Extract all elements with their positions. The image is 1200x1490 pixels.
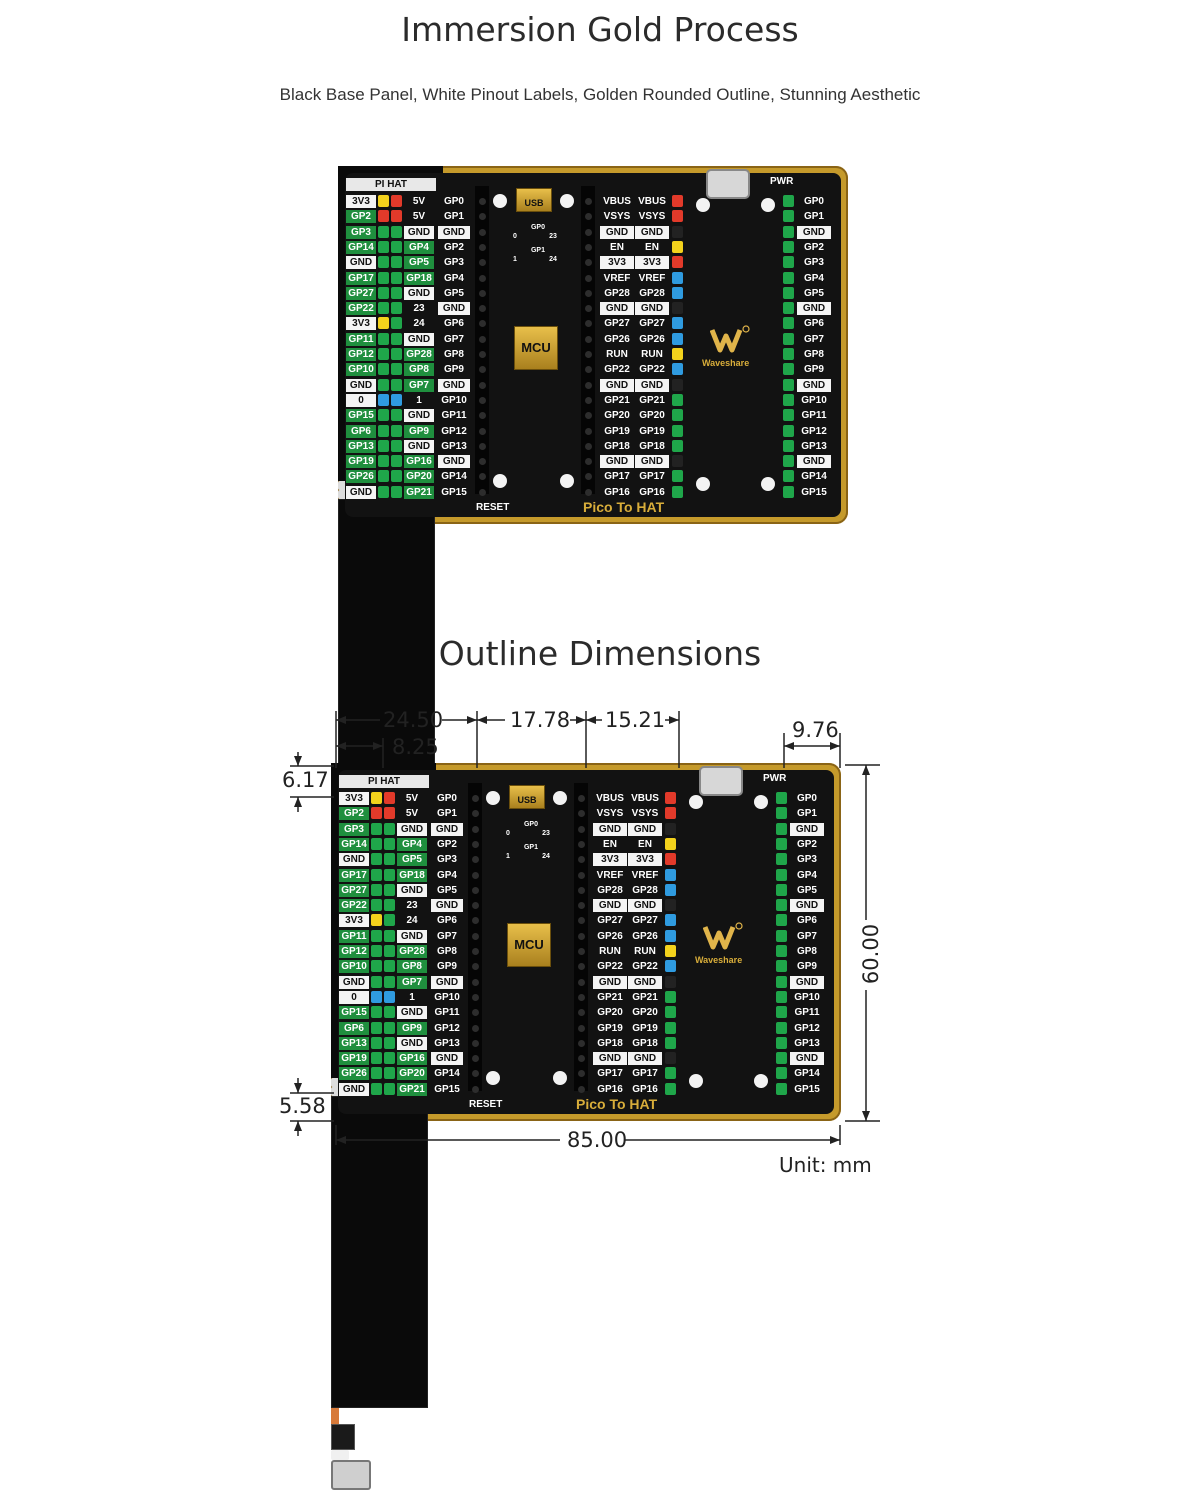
pico-pin-label: GP22	[597, 961, 623, 973]
gp-label-right: GP10	[801, 394, 827, 406]
pico-pin-label: GP20	[632, 1007, 658, 1019]
pi-pin-label-left: GP19	[346, 455, 376, 468]
pi-pin-label-left: GP10	[339, 960, 369, 973]
gp0-jumper-label: GP0	[530, 224, 545, 231]
reset-button	[331, 1460, 371, 1490]
pico-pin-label: EN	[610, 241, 624, 253]
pico-pin-label: GP19	[604, 425, 630, 437]
gp-label-right: GP6	[803, 318, 824, 330]
pico-pin-label: VSYS	[631, 808, 659, 820]
pi-pin-label-right: GND	[404, 287, 434, 300]
gp-label: GP12	[434, 1022, 460, 1034]
pi-pin-label-left: GP15	[339, 1006, 369, 1019]
dim-15-21: 15.21	[605, 708, 666, 732]
pico-pin-label: GP16	[597, 1083, 623, 1095]
pi-pin-label-right: 5V	[412, 196, 426, 207]
pi-pin-label-right: GP4	[397, 838, 427, 851]
pi-pin-label-left: GP13	[346, 440, 376, 453]
gp-label-right: GP3	[796, 854, 817, 866]
gp1-jumper-label: GP1	[523, 844, 538, 851]
gp0-right-num: 23	[542, 830, 550, 837]
pwr-label: PWR	[763, 773, 787, 784]
brand-name: Waveshare	[702, 358, 750, 368]
pico-pin-label: VSYS	[596, 808, 624, 820]
pico-pin-label: VREF	[596, 869, 624, 881]
pi-pin-label-right: GP28	[404, 348, 434, 361]
gp-label: GP9	[436, 961, 457, 973]
pi-pin-label-right: GP20	[404, 470, 434, 483]
board-name: Pico To HAT	[576, 1096, 658, 1112]
pi-hat-header: PI HAT	[346, 178, 436, 191]
gp-label: GP6	[436, 915, 457, 927]
pi-pin-label-left: GP11	[339, 930, 369, 943]
gp-label-right: GP1	[796, 808, 817, 820]
pi-pin-label-right: 1	[409, 991, 415, 1003]
pico-pin-label: GP21	[639, 394, 665, 406]
pico-pin-label: VBUS	[603, 196, 631, 207]
pi-pin-label-right: GP5	[404, 256, 434, 269]
pico-pin-label: GND	[628, 899, 662, 912]
pico-pin-label: GP20	[639, 410, 665, 422]
gp-label: GP4	[436, 869, 457, 881]
pwr-label: PWR	[770, 176, 794, 187]
pi-pin-label-left: GP26	[339, 1067, 369, 1080]
gp-label-right: GP1	[803, 211, 824, 223]
unit-label: Unit: mm	[779, 1153, 872, 1177]
pi-pin-label-right: 23	[406, 900, 418, 912]
pico-pin-label: VREF	[603, 272, 631, 284]
pi-pin-label-left: 3V3	[339, 792, 369, 805]
pi-pin-label-right: GP8	[404, 363, 434, 376]
pico-pin-label: GP18	[632, 1037, 658, 1049]
reset-label: RESET	[469, 1099, 503, 1110]
pico-pin-label: GND	[600, 302, 634, 315]
pico-pin-label: GND	[628, 1052, 662, 1065]
pi-pin-label-left: GP22	[346, 302, 376, 315]
pi-pin-label-right: GP16	[397, 1052, 427, 1065]
pico-pin-label: GP27	[604, 318, 630, 330]
pi-pin-label-left: GP12	[339, 945, 369, 958]
pi-pin-label-right: GP21	[397, 1083, 427, 1096]
gp-label-right: GP8	[803, 349, 824, 360]
pi-pin-label-right: GP9	[397, 1022, 427, 1035]
gp0-left-num: 0	[506, 830, 510, 837]
gp-label-right: GND	[797, 226, 831, 239]
pi-pin-label-left: GND	[339, 853, 369, 866]
pico-pin-label: GP19	[632, 1022, 658, 1034]
gp-label-right: GP3	[803, 257, 824, 269]
pico-pin-label: 3V3	[593, 853, 627, 866]
gp1-right-num: 24	[549, 256, 557, 263]
pi-pin-label-right: 5V	[412, 211, 426, 223]
gp-label-right: GND	[790, 976, 824, 989]
gp-label-right: GP0	[803, 196, 824, 207]
gp-label: GP8	[436, 946, 457, 957]
pico-pin-label: GND	[628, 976, 662, 989]
gp-label: GP14	[441, 471, 467, 483]
gp-label-right: GND	[797, 379, 831, 392]
pi-pin-label-left: 0	[339, 991, 369, 1004]
pi-pin-label-left: GP10	[346, 363, 376, 376]
pico-pin-label: GP20	[597, 1007, 623, 1019]
pi-pin-label-right: GND	[397, 1006, 427, 1019]
gp-label-right: GP12	[794, 1022, 820, 1034]
reset-label: RESET	[476, 502, 510, 513]
pico-pin-label: VBUS	[596, 793, 624, 804]
mcu-chip: MCU	[507, 923, 551, 967]
pico-pin-label: GP26	[597, 930, 623, 942]
pico-pin-label: VBUS	[638, 196, 666, 207]
pico-pin-label: GP22	[639, 364, 665, 376]
power-led	[331, 1408, 339, 1424]
gp-label: GP2	[436, 838, 457, 850]
pico-pin-label: GP27	[632, 915, 658, 927]
pico-pin-label: GND	[600, 379, 634, 392]
pi-pin-label-left: GP27	[339, 884, 369, 897]
pico-pin-label: VSYS	[603, 211, 631, 223]
pi-pin-label-right: GP16	[404, 455, 434, 468]
pico-pin-label: VREF	[631, 869, 659, 881]
gp0-right-num: 23	[549, 233, 557, 240]
pico-pin-label: GP27	[597, 915, 623, 927]
gp-label-right: GP13	[794, 1037, 820, 1049]
pi-pin-label-left: GP22	[339, 899, 369, 912]
pwr-switch	[331, 1450, 349, 1460]
gp-label-right: GP7	[803, 333, 824, 345]
dim-5-58: 5.58	[279, 1094, 326, 1118]
gp-label-right: GND	[790, 899, 824, 912]
gp-label: GP8	[443, 349, 464, 360]
pico-pin-label: GND	[628, 823, 662, 836]
gp-label: GP0	[443, 196, 464, 207]
gp-label-right: GND	[790, 823, 824, 836]
pico-pin-label: GND	[593, 899, 627, 912]
pico-pin-label: RUN	[599, 946, 621, 957]
pico-pin-label: GND	[635, 302, 669, 315]
gp-label: GP1	[443, 211, 464, 223]
gp-label-right: GP5	[796, 884, 817, 896]
pico-pin-label: GP26	[639, 333, 665, 345]
pi-pin-label-right: GND	[397, 1037, 427, 1050]
mcu-chip: MCU	[514, 326, 558, 370]
gp-label: GP15	[441, 486, 467, 498]
pico-pin-label: GP16	[632, 1083, 658, 1095]
gp-label: GP9	[443, 364, 464, 376]
pico-pin-label: RUN	[641, 349, 663, 360]
pi-pin-label-left: GP12	[346, 348, 376, 361]
gp-label-right: GP2	[803, 241, 824, 253]
pi-pin-label-left: GP2	[346, 210, 376, 223]
pico-pin-label: GP16	[639, 486, 665, 498]
pico-pin-label: GP28	[632, 884, 658, 896]
pi-pin-label-right: GP20	[397, 1067, 427, 1080]
pico-pin-label: EN	[603, 838, 617, 850]
pico-pin-label: EN	[645, 241, 659, 253]
gp-label: GP5	[436, 884, 457, 896]
pi-pin-label-left: GP15	[346, 409, 376, 422]
gp-label: GND	[438, 455, 470, 468]
gp-label: GP14	[434, 1068, 460, 1080]
pico-pin-label: GP19	[597, 1022, 623, 1034]
dim-8-25: 8.25	[392, 735, 439, 759]
gp1-left-num: 1	[506, 853, 510, 860]
dim-60-00: 60.00	[859, 923, 883, 985]
pico-pin-label: GP18	[597, 1037, 623, 1049]
gp-label-right: GP8	[796, 946, 817, 957]
dim-85-00: 85.00	[567, 1128, 628, 1152]
gp0-left-num: 0	[513, 233, 517, 240]
pico-pin-label: EN	[638, 838, 652, 850]
pico-pin-label: RUN	[634, 946, 656, 957]
gp-label: GP5	[443, 287, 464, 299]
gp-label: GND	[431, 899, 463, 912]
pico-pin-label: GP28	[639, 287, 665, 299]
gp-label: GP10	[434, 991, 460, 1003]
gp-label-right: GP13	[801, 440, 827, 452]
pico-pin-label: GP28	[597, 884, 623, 896]
gp-label: GP11	[441, 410, 467, 422]
pi-pin-label-left: GP6	[346, 425, 376, 438]
pico-pin-label: GND	[593, 1052, 627, 1065]
pico-pin-label: GP28	[604, 287, 630, 299]
pi-hat-header: PI HAT	[339, 775, 429, 788]
usb-connector: USB	[516, 188, 552, 212]
gp1-jumper-label: GP1	[530, 247, 545, 254]
gp-label-right: GP2	[796, 838, 817, 850]
gp-label: GP2	[443, 241, 464, 253]
gp-label-right: GND	[797, 455, 831, 468]
pico-pin-label: VSYS	[638, 211, 666, 223]
pi-pin-label-right: 5V	[405, 808, 419, 820]
pi-pin-label-right: 23	[413, 303, 425, 315]
gp-label: GP13	[441, 440, 467, 452]
gp-label: GND	[431, 976, 463, 989]
pi-pin-label-right: GND	[397, 823, 427, 836]
pico-pin-label: VREF	[638, 272, 666, 284]
gp-label: GND	[438, 226, 470, 239]
pico-pin-label: GP18	[604, 440, 630, 452]
pico-pin-label: GP22	[632, 961, 658, 973]
pico-pin-label: GND	[593, 823, 627, 836]
pico-pin-label: GP26	[604, 333, 630, 345]
pico-pin-label: GP19	[639, 425, 665, 437]
pi-pin-label-right: GND	[404, 226, 434, 239]
gp-label-right: GND	[790, 1052, 824, 1065]
pi-pin-label-left: GP14	[339, 838, 369, 851]
gp-label-right: GP7	[796, 930, 817, 942]
pi-pin-label-left: GP6	[339, 1022, 369, 1035]
gp-label: GP13	[434, 1037, 460, 1049]
gp-label: GP3	[436, 854, 457, 866]
gp-label-right: GP15	[794, 1083, 820, 1095]
pico-pin-label: GND	[600, 455, 634, 468]
pico-pin-label: GP27	[639, 318, 665, 330]
pi-pin-label-right: GP5	[397, 853, 427, 866]
gp-label-right: GP14	[794, 1068, 820, 1080]
pico-pin-label: GP16	[604, 486, 630, 498]
pico-pin-label: VBUS	[631, 793, 659, 804]
pi-pin-label-left: 3V3	[339, 914, 369, 927]
pi-pin-label-left: GP17	[346, 272, 376, 285]
gp-label: GND	[431, 1052, 463, 1065]
section2-title: Outline Dimensions	[438, 634, 762, 673]
pi-pin-label-left: GP3	[346, 226, 376, 239]
pico-pin-label: GND	[635, 379, 669, 392]
pico-pin-label: GP21	[597, 991, 623, 1003]
pico-pin-label: GND	[635, 226, 669, 239]
gp-label-right: GP14	[801, 471, 827, 483]
gp-label: GP7	[443, 333, 464, 345]
pi-pin-label-right: GND	[397, 884, 427, 897]
pi-pin-label-left: 3V3	[346, 317, 376, 330]
dim-9-76: 9.76	[792, 718, 839, 742]
pico-pin-label: GP26	[632, 930, 658, 942]
pi-pin-label-left: GP3	[339, 823, 369, 836]
gp0-jumper-label: GP0	[523, 821, 538, 828]
pico-pin-label: 3V3	[635, 256, 669, 269]
pi-pin-label-right: GP9	[404, 425, 434, 438]
pi-pin-label-left: GP26	[346, 470, 376, 483]
pi-pin-label-right: GND	[404, 409, 434, 422]
gp1-right-num: 24	[542, 853, 550, 860]
pico-pin-label: GND	[600, 226, 634, 239]
pi-pin-label-left: GP2	[339, 807, 369, 820]
gp-label: GND	[431, 823, 463, 836]
dim-6-17: 6.17	[282, 768, 329, 792]
gp-label-right: GP0	[796, 793, 817, 804]
gp-label-right: GP4	[803, 272, 824, 284]
gp-label-right: GP4	[796, 869, 817, 881]
pico-pin-label: GP22	[604, 364, 630, 376]
pi-pin-label-right: GP4	[404, 241, 434, 254]
gp-label: GP12	[441, 425, 467, 437]
pi-pin-label-left: GND	[346, 256, 376, 269]
gp-label: GP3	[443, 257, 464, 269]
gp-label-right: GP6	[796, 915, 817, 927]
gp-label-right: GP10	[794, 991, 820, 1003]
pico-pin-label: GP17	[604, 471, 630, 483]
gp-label-right: GP15	[801, 486, 827, 498]
pi-pin-label-left: GP27	[346, 287, 376, 300]
gp-label-right: GP9	[796, 961, 817, 973]
pi-pin-label-left: GP14	[346, 241, 376, 254]
pico-pin-label: GND	[635, 455, 669, 468]
gp-label: GP7	[436, 930, 457, 942]
pi-pin-label-left: 3V3	[346, 195, 376, 208]
gp1-left-num: 1	[513, 256, 517, 263]
pico-pin-label: GP17	[639, 471, 665, 483]
gp-label: GP11	[434, 1007, 460, 1019]
pico-pin-label: GND	[593, 976, 627, 989]
pi-pin-label-right: 24	[413, 318, 425, 330]
pi-pin-label-right: GND	[404, 440, 434, 453]
dim-24-50: 24.50	[383, 708, 444, 732]
pi-pin-label-left: GND	[339, 976, 369, 989]
pi-pin-label-left: GP11	[346, 333, 376, 346]
section1-subtitle: Black Base Panel, White Pinout Labels, Golden Rounded Outline, Stunning Aesthetic	[279, 85, 921, 104]
pi-pin-label-right: 5V	[405, 793, 419, 804]
pi-pin-label-right: GP8	[397, 960, 427, 973]
pico-pin-label: GP17	[597, 1068, 623, 1080]
pico-pin-label: GP21	[604, 394, 630, 406]
gp-label: GP6	[443, 318, 464, 330]
gp-label: GP15	[434, 1083, 460, 1095]
pico-pin-label: GP17	[632, 1068, 658, 1080]
gp-label-right: GP12	[801, 425, 827, 437]
gp-label-right: GP11	[794, 1007, 820, 1019]
pico-pin-label: GP18	[639, 440, 665, 452]
pi-pin-label-right: GP7	[397, 976, 427, 989]
gp-label: GND	[438, 302, 470, 315]
gp-label: GP0	[436, 793, 457, 804]
pi-pin-label-right: GP18	[404, 272, 434, 285]
dim-17-78: 17.78	[510, 708, 571, 732]
pi-pin-label-right: GP21	[404, 486, 434, 499]
pico-pin-label: RUN	[606, 349, 628, 360]
pi-pin-label-left: GP17	[339, 869, 369, 882]
pico-pin-label: GP21	[632, 991, 658, 1003]
pi-pin-label-left: GND	[346, 486, 376, 499]
pi-pin-label-left: 0	[346, 394, 376, 407]
ic-chip	[331, 1424, 355, 1450]
pi-pin-label-right: GND	[404, 333, 434, 346]
gp-label-right: GP9	[803, 364, 824, 376]
board-name: Pico To HAT	[583, 499, 665, 515]
gp-label-right: GP11	[801, 410, 827, 422]
pi-pin-label-right: 1	[416, 394, 422, 406]
pi-pin-label-left: GND	[339, 1083, 369, 1096]
pi-pin-label-right: GP28	[397, 945, 427, 958]
pico-pin-label: 3V3	[628, 853, 662, 866]
usb-connector: USB	[509, 785, 545, 809]
pi-pin-label-right: 24	[406, 915, 418, 927]
pi-pin-label-left: GP13	[339, 1037, 369, 1050]
pi-pin-label-right: GND	[397, 930, 427, 943]
brand-name: Waveshare	[695, 955, 743, 965]
gp-label-right: GND	[797, 302, 831, 315]
section1-title: Immersion Gold Process	[401, 10, 799, 49]
pico-pin-label: 3V3	[600, 256, 634, 269]
gp-label: GND	[438, 379, 470, 392]
pi-pin-label-right: GP18	[397, 869, 427, 882]
pi-pin-label-left: GND	[346, 379, 376, 392]
gp-label: GP1	[436, 808, 457, 820]
gp-label: GP10	[441, 394, 467, 406]
gp-label: GP4	[443, 272, 464, 284]
pi-pin-label-left: GP19	[339, 1052, 369, 1065]
gp-label-right: GP5	[803, 287, 824, 299]
pi-pin-label-right: GP7	[404, 379, 434, 392]
pico-pin-label: GP20	[604, 410, 630, 422]
